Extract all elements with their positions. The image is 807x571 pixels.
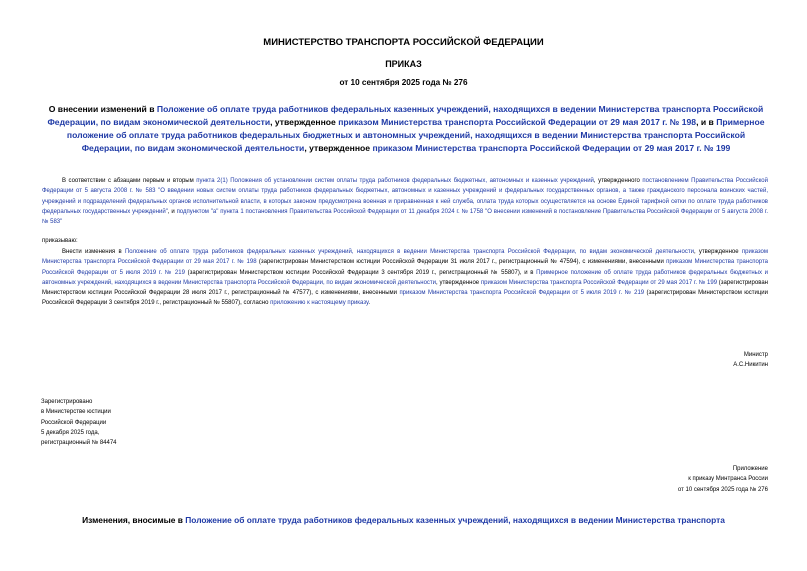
para-text: , утвержденное — [436, 279, 481, 286]
para-text: Внести изменения в — [62, 249, 125, 255]
registration-line: Российской Федерации — [41, 419, 107, 426]
registration-block — [41, 397, 117, 448]
link-regulation-198[interactable]: Положение об оплате труда работников федеральных казенных учреждений, находящихся в ведении Министерства транспорта — [185, 515, 725, 525]
para-text: , утвержденное — [693, 249, 742, 255]
title-text: , утвержденное — [304, 143, 373, 153]
registration-line: 5 декабря 2025 года, — [41, 429, 100, 436]
title-text: , и в — [696, 117, 717, 127]
para-text: , утвержденного — [593, 178, 643, 184]
appendix-block — [678, 464, 768, 495]
signer-position: Министр — [743, 352, 768, 358]
para-text: (зарегистрирован Министерством юстиции Российской Федерации 28 июля 2017 г., регистрационный № 47577), с изменениями, внесенными — [42, 279, 768, 297]
para-text: В соответствии с абзацами первым и вторым — [62, 178, 197, 184]
link-resolution-1758[interactable]: подпунктом "а" пункта 1 постановления Правительства Российской Федерации от 11 декабря 2024 г. № 1758 "О внесении изменений в постановление Правительства Российской Федерации от 5 августа 2008 г. № 583" — [42, 208, 768, 226]
link-order-198[interactable]: приказом Министерства транспорта Российской Федерации от 29 мая 2017 г. № 198 — [338, 117, 697, 127]
ministry-heading: МИНИСТЕРСТВО ТРАНСПОРТА РОССИЙСКОЙ ФЕДЕРАЦИИ — [263, 37, 544, 48]
link-order-219[interactable]: приказом Министерства транспорта Российской Федерации от 5 июля 2019 г. № 219 — [42, 259, 768, 276]
document-title — [42, 103, 770, 155]
signer-name: А.С.Никитин — [733, 362, 768, 369]
link-regulation-198[interactable]: Положение об оплате труда работников федеральных казенных учреждений, находящихся в ведении Министерства транспорта Российской Федерации, по видам экономической деятельности — [124, 249, 694, 255]
para-text: , и — [167, 208, 177, 215]
link-regulation-199[interactable]: Примерное положение об оплате труда работников федеральных бюджетных и автономных учреждений, находящихся в ведении Министерства транспорта Российской Федерации, по видам экономической деятельности — [42, 269, 769, 286]
link-order-199[interactable]: приказом Министерства транспорта Российской Федерации от 29 мая 2017 г. № 199 — [480, 279, 718, 286]
para-text: (зарегистрирован Министерством юстиции Российской Федерации 3 сентября 2019 г., регистрационный № 55807), согласно — [42, 290, 768, 307]
registration-line: регистрационный № 84474 — [41, 440, 117, 447]
link-regulation-198[interactable]: Положение об оплате труда работников федеральных казенных учреждений, находящихся в ведении Министерства транспорта Российской Федерации, по видам экономической деятельности — [47, 104, 764, 127]
preamble-paragraph — [42, 176, 768, 227]
appendix-line: Приложение — [732, 466, 768, 472]
link-order-199[interactable]: приказом Министерства транспорта Российской Федерации от 29 мая 2017 г. № 199 — [372, 143, 731, 153]
link-order-219[interactable]: приказом Министерства транспорта Российской Федерации от 5 июля 2019 г. № 219 — [399, 290, 645, 297]
title-text: , утвержденное — [270, 117, 339, 127]
document-type: ПРИКАЗ — [385, 59, 422, 69]
appendix-line: от 10 сентября 2025 года № 276 — [677, 486, 768, 493]
para-text: . — [368, 300, 371, 307]
link-regulation-199[interactable]: Примерное положение об оплате труда работников федеральных бюджетных и автономных учреждений, находящихся в ведении Министерства транспорта Российской Федерации, по видам экономической деятельности — [66, 117, 765, 153]
para-text: (зарегистрирован Министерством юстиции Российской Федерации 31 июля 2017 г., регистрационный № 47594), с изменениями, внесенными — [256, 259, 667, 266]
para-text: (зарегистрирован Министерством юстиции Российской Федерации 3 сентября 2019 г., регистрационный № 55807), и в — [184, 269, 537, 276]
signature-block — [733, 350, 768, 371]
appendix-line: к приказу Минтранса России — [688, 476, 768, 483]
registration-line: Зарегистрировано — [41, 399, 93, 405]
appendix-heading — [0, 515, 807, 525]
title-text: О внесении изменений в — [48, 104, 157, 114]
order-paragraph — [42, 247, 768, 309]
link-point-2-1[interactable]: пункта 2(1) Положения об установлении систем оплаты труда работников федеральных бюджетных, автономных и казенных учреждений — [196, 178, 594, 184]
document-date-number: от 10 сентября 2025 года № 276 — [339, 78, 468, 87]
order-word: приказываю: — [42, 238, 78, 244]
link-order-198[interactable]: приказом Министерства транспорта Российской Федерации от 29 мая 2017 г. № 198 — [42, 249, 768, 266]
link-resolution-583[interactable]: постановлением Правительства Российской Федерации от 5 августа 2008 г. № 583 "О введении новых систем оплаты труда работников федеральных бюджетных, автономных и казенных учреждений и федеральных государственных органов, а также гражданского персонала воинских частей, учреждений и подразделений федеральных органов исполнительной власти, в которых законом предусмотрена военная и приравненная к ней служба, оплата труда которых осуществляется на основе Единой тарифной сетки по оплате труда работников федеральных государственных учреждений" — [42, 178, 768, 215]
registration-line: в Министерстве юстиции — [41, 409, 111, 416]
footer-text: Изменения, вносимые в — [82, 515, 186, 525]
link-appendix[interactable]: приложению к настоящему приказу — [270, 300, 369, 307]
